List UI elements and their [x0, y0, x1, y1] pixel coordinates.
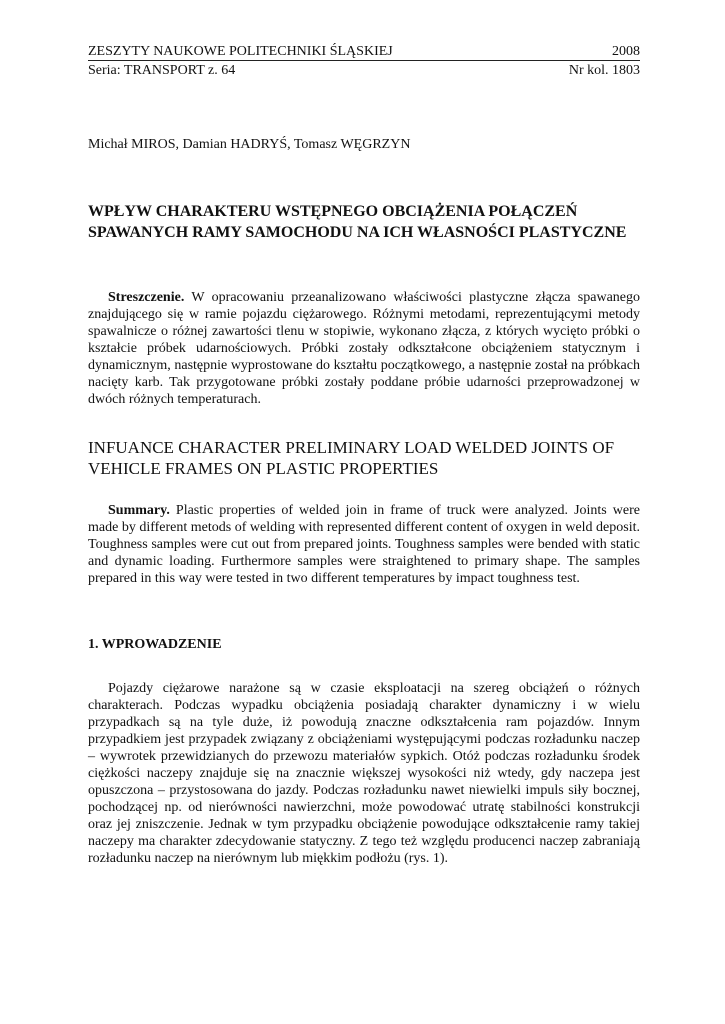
series-name: Seria: TRANSPORT z. 64	[88, 63, 236, 78]
issue-number: Nr kol. 1803	[568, 63, 640, 78]
paper-title: WPŁYW CHARAKTERU WSTĘPNEGO OBCIĄŻENIA POŁĄCZEŃ SPAWANYCH RAMY SAMOCHODU NA ICH WŁASNOŚCI PLASTYCZNE	[88, 203, 627, 241]
abstract-polish-label: Streszczenie.	[108, 290, 185, 305]
abstract-polish	[88, 289, 640, 408]
abstract-english-label: Summary.	[108, 503, 170, 518]
journal-header	[88, 43, 640, 60]
abstract-english-text: Plastic properties of welded join in frame of truck were analyzed. Joints were made by different metods of welding with represented different content of oxygen in weld deposit. Toughness samples were cut out from prepared joints. Toughness samples were bended with static and dynamic loading. Furthermore samples were straightened to primary shape. The samples prepared in this way were tested in two different temperatures by impact toughness test.	[88, 503, 641, 586]
journal-name: ZESZYTY NAUKOWE POLITECHNIKI ŚLĄSKIEJ	[88, 44, 393, 59]
english-title: INFUANCE CHARACTER PRELIMINARY LOAD WELDED JOINTS OF VEHICLE FRAMES ON PLASTIC PROPERTIES	[88, 438, 615, 478]
abstract-english	[88, 502, 640, 587]
section-heading: 1. WPROWADZENIE	[88, 637, 222, 652]
section-paragraph: Pojazdy ciężarowe narażone są w czasie eksploatacji na szereg obciążeń o różnych charakterach. Podczas wypadku obciążenia posiadają charakter dynamiczny i w wielu przypadkach są na tyle duże, iż powodują znaczne odkształcenia ram pojazdów. Innym przypadkiem jest przypadek związany z obciążeniami występującymi podczas rozładunku naczep – wywrotek przewidzianych do przewozu materiałów sypkich. Otóż podczas rozładunku środek ciężkości naczepy znajduje się na znacznie większej wysokości niż wtedy, gdy naczepa jest opuszczona – przystosowana do jazdy. Podczas rozładunku nawet niewielki impuls siły bocznej, pochodzącej np. od nierówności nawierzchni, może powodować utratę stabilności konstrukcji oraz jej zniszczenie. Jednak w tym przypadku obciążenie powodujące odkształcenie ramy takiej naczepy ma charakter zdecydowanie statyczny. Z tego też względu producenci naczep zabraniają rozładunku naczep na nierównym lub miękkim podłożu (rys. 1).	[88, 681, 640, 866]
journal-year: 2008	[612, 44, 640, 59]
series-header	[88, 62, 640, 79]
abstract-polish-text: W opracowaniu przeanalizowano właściwości plastyczne złącza spawanego znajdującego się w ramie pojazdu ciężarowego. Różnymi metodami, reprezentującymi metody spawalnicze o różnej zawartości tlenu w stopiwie, wykonano złącza, z których wycięto próbki o kształcie próbek udarnościowych. Próbki zostały odkształcone obciążeniem statycznym i dynamicznym, następnie wyprostowane do kształtu początkowego, a następnie został na próbkach nacięty karb. Tak przygotowane próbki zostały poddane próbie udarności przeprowadzonej w dwóch różnych temperaturach.	[88, 290, 640, 407]
authors: Michał MIROS, Damian HADRYŚ, Tomasz WĘGRZYN	[88, 137, 411, 152]
header-rule	[88, 60, 640, 61]
